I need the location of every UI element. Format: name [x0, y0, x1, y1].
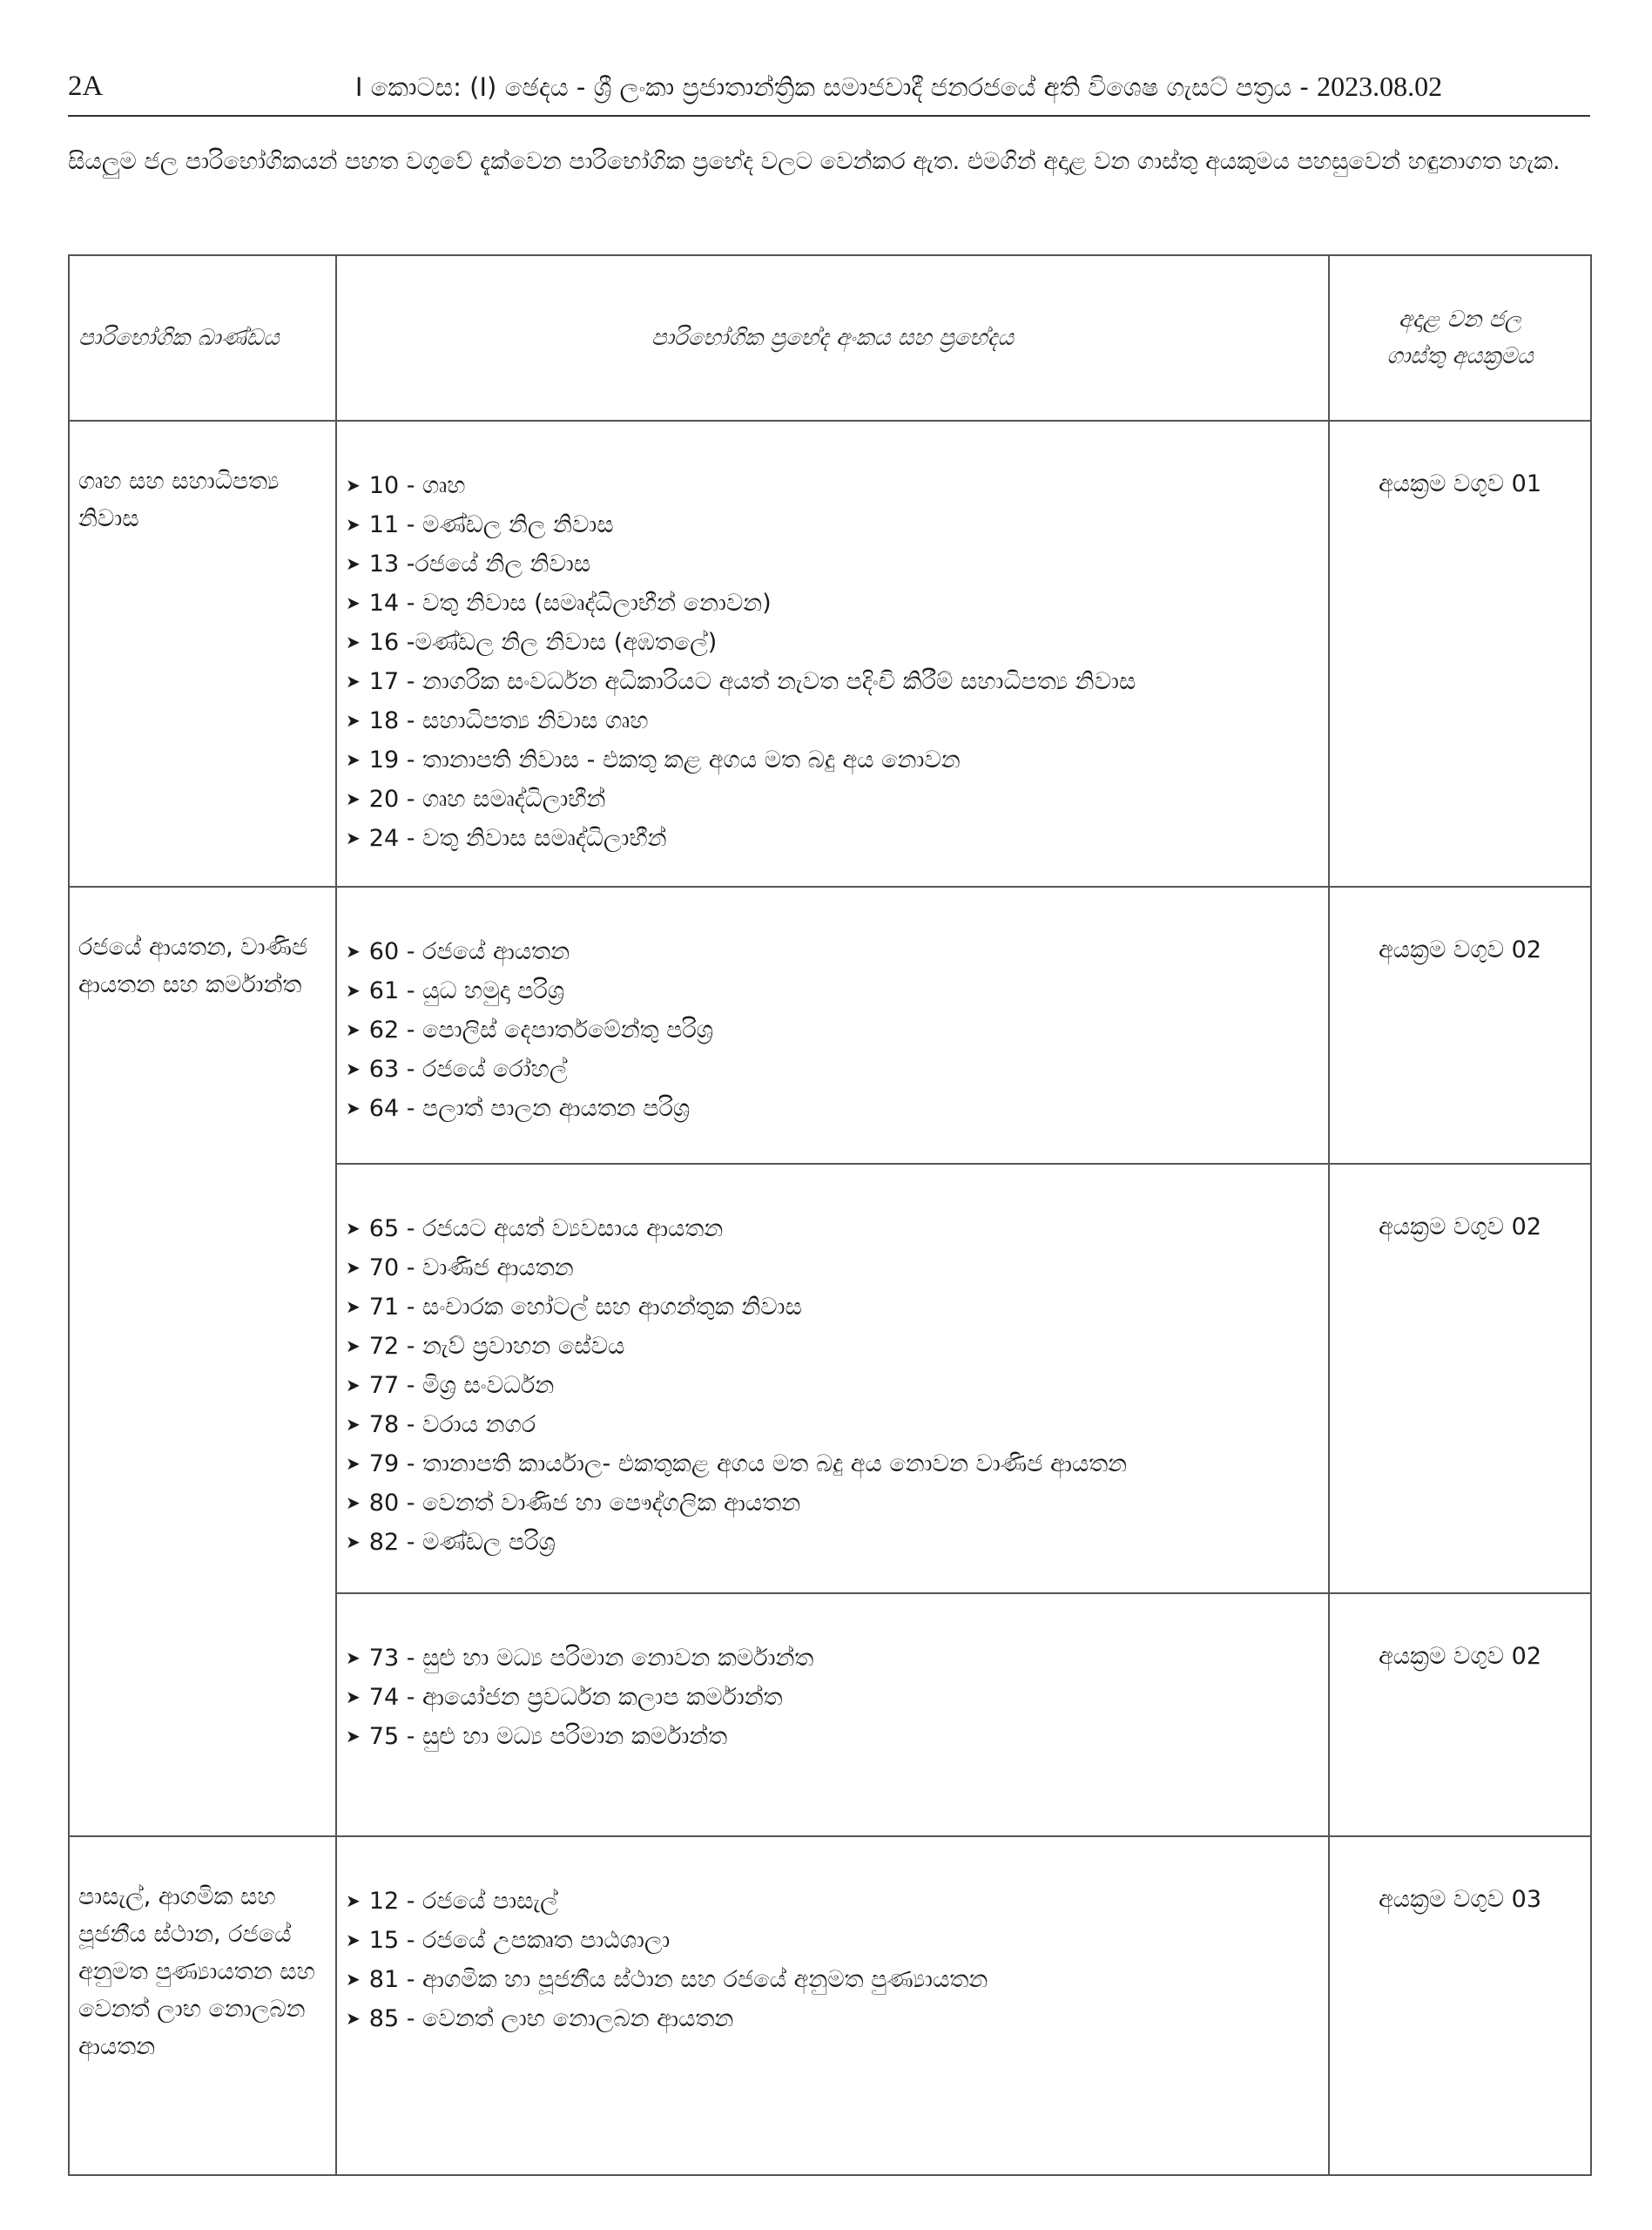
arrow-bullet-icon: ➤ [346, 788, 361, 809]
arrow-bullet-icon: ➤ [346, 475, 361, 496]
header-rule [68, 115, 1590, 117]
table-body [69, 421, 1591, 2175]
list-item [346, 1922, 1323, 1961]
arrow-bullet-icon: ➤ [346, 1890, 361, 1912]
header-category: පාරිභෝගික ඛාණ්ඩය [69, 255, 336, 421]
arrow-bullet-icon: ➤ [346, 671, 361, 692]
list-item [346, 702, 1323, 741]
list-item [346, 1445, 1323, 1484]
list-item-text: 65 - රජයට අයත් ව්‍යවසාය ආයතන [368, 1215, 724, 1243]
arrow-bullet-icon: ➤ [346, 592, 361, 613]
header-types: පාරිභෝගික ප්‍රභේද අංකය සහ ප්‍රභේදය [336, 255, 1329, 421]
list-item-text: 75 - සුළු හා මධ්‍ය පරිමාන කර්මාන්ත [368, 1723, 728, 1751]
arrow-bullet-icon: ➤ [346, 1929, 361, 1951]
list-item-text: 20 - ගෘහ සමෘද්ධිලාභීන් [368, 786, 606, 813]
list-item [346, 780, 1323, 820]
arrow-bullet-icon: ➤ [346, 1647, 361, 1669]
list-item-text: 70 - වාණිජ ආයතන [368, 1254, 574, 1282]
category-cell: රජයේ ආයතන, වාණිජ ආයතන සහ කර්මාන්ත [69, 887, 336, 1836]
arrow-bullet-icon: ➤ [346, 1098, 361, 1119]
arrow-bullet-icon: ➤ [346, 1726, 361, 1747]
arrow-bullet-icon: ➤ [346, 1969, 361, 1990]
list-item [346, 506, 1323, 545]
table-header-row [69, 255, 1591, 421]
list-item-text: 11 - මණ්ඩල නිල නිවාස [368, 511, 614, 538]
arrow-bullet-icon: ➤ [346, 1414, 361, 1436]
list-item [346, 1051, 1323, 1090]
list-item [346, 624, 1323, 663]
list-item-text: 78 - වරාය නගර [368, 1411, 536, 1439]
list-item [346, 1249, 1323, 1288]
list-item-text: 61 - යුධ හමුදා පරිශ්‍ර [368, 977, 565, 1005]
arrow-bullet-icon: ➤ [346, 514, 361, 535]
types-cell [336, 421, 1329, 887]
list-item [346, 1367, 1323, 1406]
list-item [346, 585, 1323, 624]
list-item-text: 85 - වෙනත් ලාභ නොලබන ආයතන [368, 2005, 734, 2033]
page-header [68, 61, 1590, 112]
list-item [346, 1011, 1323, 1051]
page-number: 2A [68, 71, 104, 102]
arrow-bullet-icon: ➤ [346, 941, 361, 963]
list-item-text: 72 - නැව් ප්‍රවාහන සේවය [368, 1333, 625, 1361]
arrow-bullet-icon: ➤ [346, 828, 361, 848]
list-item-text: 73 - සුළු හා මධ්‍ය පරිමාන නොවන කර්මාන්ත [368, 1645, 814, 1672]
arrow-bullet-icon: ➤ [346, 710, 361, 731]
arrow-bullet-icon: ➤ [346, 1375, 361, 1396]
list-item-text: 10 - ගෘහ [368, 472, 466, 499]
arrow-bullet-icon: ➤ [346, 980, 361, 1002]
running-title [207, 61, 1590, 112]
types-cell [336, 1164, 1329, 1593]
list-item-text: 81 - ආගමික හා පූජනීය ස්ථාන සහ රජයේ අනුමත පුණ්‍යායතන [368, 1966, 988, 1994]
list-item-text: 12 - රජයේ පාසැල් [368, 1888, 558, 1916]
tariff-scale-cell: අයක්‍රම වගුව 03 [1329, 1836, 1591, 2175]
tariff-scale-cell: අයක්‍රම වගුව 02 [1329, 887, 1591, 1164]
list-item-text: 62 - පොලිස් දෙපාර්තමේන්තු පරිශ්‍ර [368, 1017, 714, 1044]
list-item [346, 545, 1323, 585]
list-item [346, 1484, 1323, 1524]
list-item-text: 15 - රජයේ උපකෘත පාඨශාලා [368, 1927, 671, 1955]
arrow-bullet-icon: ➤ [346, 1492, 361, 1514]
list-item-text: 82 - මණ්ඩල පරිශ්‍ර [368, 1529, 556, 1557]
arrow-bullet-icon: ➤ [346, 1058, 361, 1080]
gazette-title: I කොටස: (I) ඡෙදය - ශ්‍රී ලංකා ප්‍රජාතාන්ත්‍රික සමාජවාදී ජනරජයේ අති විශෙෂ ගැසට් පත්‍රය - [354, 72, 1309, 102]
list-item [346, 1718, 1323, 1757]
list-item [346, 2000, 1323, 2039]
arrow-bullet-icon: ➤ [346, 1019, 361, 1041]
list-item-text: 74 - ආයෝජන ප්‍රවර්ධන කලාප කර්මාන්ත [368, 1684, 783, 1712]
list-item-text: 63 - රජයේ රෝහල් [368, 1056, 568, 1084]
table-row [69, 887, 1591, 1164]
list-item-text: 14 - වතු නිවාස (සමෘද්ධිලාභීන් නොවන) [368, 590, 772, 617]
list-item-text: 19 - තානාපති නිවාස - එකතු කළ අගය මත බදු අය නොවන [368, 747, 961, 774]
category-cell: පාසැල්, ආගමික සහ පූජනීය ස්ථාන, රජයේ අනුමත පුණ්‍යායතන සහ වෙනත් ලාභ නොලබන ආයතන [69, 1836, 336, 2175]
types-cell [336, 1593, 1329, 1836]
list-item [346, 972, 1323, 1011]
list-item [346, 1639, 1323, 1679]
arrow-bullet-icon: ➤ [346, 632, 361, 652]
tariff-table [68, 254, 1592, 2176]
tariff-scale-cell: අයක්‍රම වගුව 02 [1329, 1164, 1591, 1593]
list-item-text: 17 - නාගරික සංවර්ධන අධිකාරියට අයත් නැවත පදිංචි කිරීම් සහාධිපත්‍ය නිවාස [368, 668, 1136, 695]
list-item-text: 71 - සංචාරක හෝටල් සහ ආගන්තුක නිවාස [368, 1294, 802, 1321]
list-item [346, 1288, 1323, 1328]
types-cell [336, 887, 1329, 1164]
tariff-scale-cell: අයක්‍රම වගුව 02 [1329, 1593, 1591, 1836]
list-item [346, 1328, 1323, 1367]
list-item [346, 1882, 1323, 1922]
arrow-bullet-icon: ➤ [346, 1296, 361, 1318]
arrow-bullet-icon: ➤ [346, 2008, 361, 2030]
list-item-text: 77 - මිශ්‍ර සංවර්ධන [368, 1372, 555, 1400]
arrow-bullet-icon: ➤ [346, 1531, 361, 1553]
list-item-text: 13 -රජයේ නිල නිවාස [368, 551, 591, 578]
list-item [346, 467, 1323, 506]
intro-paragraph: සියලුම ජල පාරිභෝගිකයන් පහත වගුවේ දැක්වෙන පාරිභෝගික ප්‍රභේද වලට වෙන්කර ඇත. එමගින් අදාළ වන ගාස්තු අයකුමය පහසුවෙන් හඳුනාගත හැක. [68, 148, 1561, 175]
header-scale: අදාළ වන ජල ගාස්තු අයක්‍රමය [1329, 255, 1591, 421]
list-item-text: 16 -මණ්ඩල නිල නිවාස (අඹතලේ) [368, 629, 718, 656]
list-item-text: 64 - පලාත් පාලන ආයතන පරිශ්‍ර [368, 1095, 691, 1123]
list-item [346, 1090, 1323, 1129]
list-item-text: 18 - සහාධිපත්‍ය නිවාස ගෘහ [368, 707, 649, 734]
category-cell: ගෘහ සහ සහාධිපත්‍ය නිවාස [69, 421, 336, 887]
list-item [346, 1210, 1323, 1249]
table-row [69, 1836, 1591, 2175]
list-item [346, 1524, 1323, 1563]
arrow-bullet-icon: ➤ [346, 1686, 361, 1708]
arrow-bullet-icon: ➤ [346, 1453, 361, 1475]
arrow-bullet-icon: ➤ [346, 1335, 361, 1357]
arrow-bullet-icon: ➤ [346, 553, 361, 574]
gazette-date: 2023.08.02 [1317, 71, 1443, 102]
list-item [346, 1406, 1323, 1445]
types-cell [336, 1836, 1329, 2175]
list-item-text: 60 - රජයේ ආයතන [368, 938, 570, 966]
arrow-bullet-icon: ➤ [346, 1257, 361, 1279]
arrow-bullet-icon: ➤ [346, 749, 361, 770]
list-item-text: 24 - වතු නිවාස සමෘද්ධිලාභීන් [368, 825, 667, 852]
list-item-text: 80 - වෙනත් වාණිජ හා පෞද්ගලික ආයතන [368, 1490, 801, 1517]
tariff-scale-cell: අයක්‍රම වගුව 01 [1329, 421, 1591, 887]
list-item [346, 663, 1323, 702]
list-item [346, 1679, 1323, 1718]
list-item [346, 741, 1323, 780]
list-item-text: 79 - තානාපති කාර්යාල- එකතුකළ අගය මත බදු අය නොවන වාණිජ ආයතන [368, 1450, 1128, 1478]
list-item [346, 1961, 1323, 2000]
list-item [346, 933, 1323, 972]
table-row [69, 421, 1591, 887]
arrow-bullet-icon: ➤ [346, 1218, 361, 1240]
list-item [346, 820, 1323, 859]
